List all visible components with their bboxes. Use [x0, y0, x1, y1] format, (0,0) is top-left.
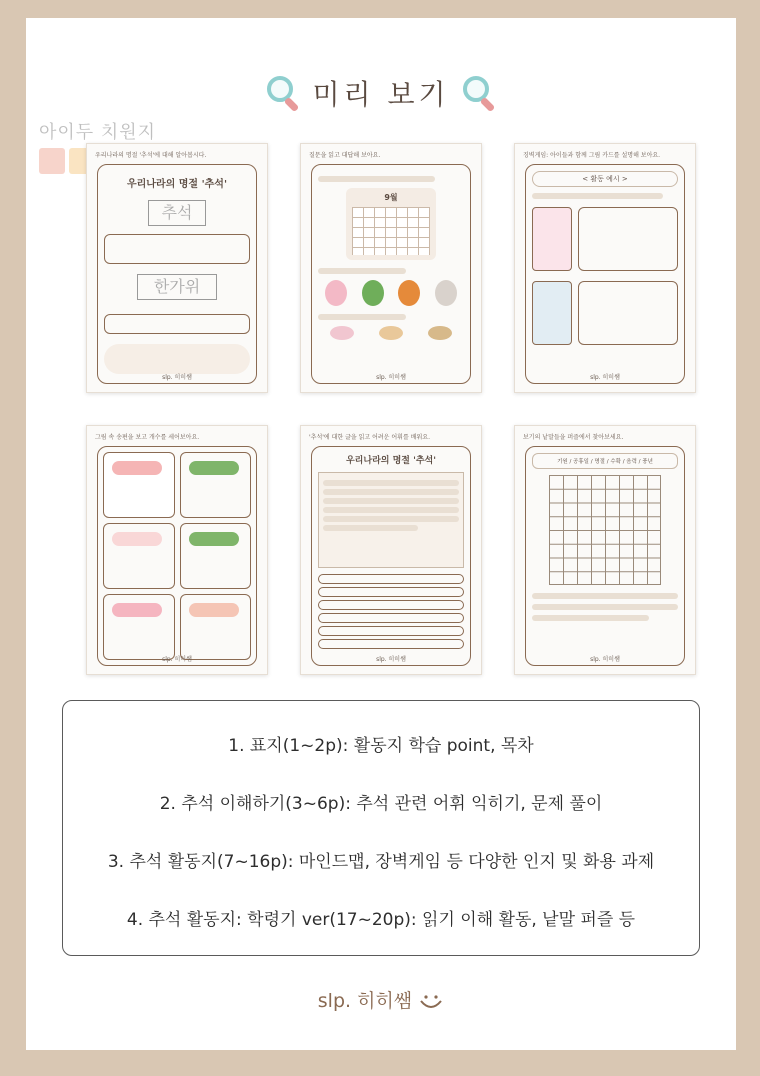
- thumbnail-word: 추석: [148, 200, 206, 226]
- thumbnail-signature: slp. 히히쌤: [376, 374, 406, 381]
- summary-item: 2. 추석 이해하기(3~6p): 추석 관련 어휘 익히기, 문제 풀이: [159, 794, 603, 814]
- thumbnail-heading: 우리나라의 명절 '추석': [345, 456, 437, 466]
- thumbnail-frame: [311, 446, 471, 666]
- page: [26, 18, 736, 1050]
- thumbnail-word: 한가위: [137, 274, 217, 300]
- thumbnail-signature: slp. 히히쌤: [376, 656, 406, 663]
- preview-header: [26, 73, 736, 113]
- preview-thumbnail[interactable]: [514, 425, 696, 675]
- thumbnail-caption: 보기의 낱말들을 퍼즐에서 찾아보세요.: [523, 434, 624, 441]
- smile-icon: [418, 993, 444, 1011]
- thumbnail-signature: slp. 히히쌤: [590, 656, 620, 663]
- magnifier-icon: [460, 74, 498, 112]
- signature: [26, 986, 736, 1013]
- thumbnail-caption: '추석'에 대한 글을 읽고 어려운 어휘를 배워요.: [309, 434, 430, 441]
- thumbnail-frame: [311, 164, 471, 384]
- preview-thumbnail[interactable]: [514, 143, 696, 393]
- calendar-grid: [352, 207, 430, 255]
- word-puzzle-grid: [549, 475, 661, 585]
- reading-passage: [318, 472, 464, 568]
- thumbnail-frame: [525, 446, 685, 666]
- page-title: 미리 보기: [312, 78, 450, 111]
- thumbnail-frame: [525, 164, 685, 384]
- card-row: [532, 207, 678, 271]
- thumbnail-signature: slp. 히히쌤: [590, 374, 620, 381]
- tree-row: [318, 280, 464, 306]
- thumbnail-signature: slp. 히히쌤: [162, 656, 192, 663]
- thumbnail-caption: 그림 속 송편을 보고 개수를 세어보아요.: [95, 434, 200, 441]
- thumbnail-illustration: [104, 344, 250, 374]
- thumbnail-signature: slp. 히히쌤: [162, 374, 192, 381]
- thumbnail-caption: 우리나라의 명절 '추석'에 대해 알아봅시다.: [95, 152, 207, 159]
- preview-thumbnail[interactable]: [86, 143, 268, 393]
- thumbnail-frame: [97, 164, 257, 384]
- contents-summary: [62, 700, 700, 956]
- thumbnail-heading: < 활동 예시 >: [532, 171, 678, 187]
- watermark-text: 아이두 치원지: [39, 122, 157, 143]
- summary-item: 3. 추석 활동지(7~16p): 마인드맵, 장벽게임 등 다양한 인지 및 화용 과제: [107, 852, 655, 872]
- card-row: [532, 281, 678, 345]
- thumbnail-textbox: [104, 314, 250, 334]
- calendar: [346, 188, 436, 260]
- summary-item: 1. 표지(1~2p): 활동지 학습 point, 목차: [228, 736, 534, 756]
- calendar-month: 9월: [384, 193, 398, 202]
- word-bank: 기원 / 공휴일 / 명절 / 수확 / 음력 / 풍년: [532, 453, 678, 469]
- thumbnail-textbox: [104, 234, 250, 264]
- summary-item: 4. 추석 활동지: 학령기 ver(17~20p): 읽기 이해 활동, 낱말 퍼즐 등: [126, 910, 636, 930]
- preview-grid: [86, 143, 696, 683]
- preview-thumbnail[interactable]: [300, 425, 482, 675]
- thumbnail-frame: [97, 446, 257, 666]
- preview-thumbnail[interactable]: [300, 143, 482, 393]
- vocab-list: [318, 574, 464, 649]
- preview-thumbnail[interactable]: [86, 425, 268, 675]
- thumbnail-heading: 우리나라의 명절 '추석': [126, 179, 228, 190]
- food-row: [318, 326, 464, 340]
- thumbnail-caption: 징벽게임: 아이들과 함께 그림 카드를 설명해 보아요.: [523, 152, 661, 159]
- signature-text: slp. 히히쌤: [317, 990, 413, 1012]
- magnifier-icon: [264, 74, 302, 112]
- thumbnail-caption: 질문을 읽고 대답해 보아요.: [309, 152, 381, 159]
